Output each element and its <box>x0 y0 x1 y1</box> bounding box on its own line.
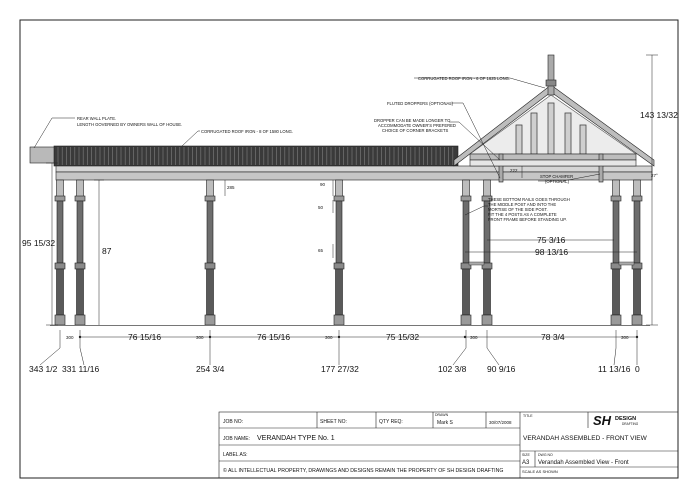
post <box>461 180 471 325</box>
dim-span-2: 76 15/16 <box>257 332 291 342</box>
sheet-border <box>20 20 678 478</box>
note-stop-chamfer: STOP CHAMFER <box>540 174 574 179</box>
post-shaft <box>207 201 213 263</box>
pos-5: 102 3/8 <box>438 364 467 374</box>
logo-sh: SH <box>593 413 612 428</box>
post-base <box>611 315 621 325</box>
dim-height-post: 87 <box>102 246 112 256</box>
title-label: TITLE <box>523 414 533 418</box>
post-capital <box>463 180 470 198</box>
pos-7: 11 13/16 <box>598 364 631 374</box>
date-value: 30/07/2008 <box>489 420 512 425</box>
pos-1: 343 1/2 <box>29 364 58 374</box>
note-rails-2: THE MIDDLE POST AND INTO THE <box>488 202 557 207</box>
post-lower <box>207 269 214 315</box>
post-mid-collar <box>55 263 65 269</box>
post-mid-collar <box>75 263 85 269</box>
post-shaft <box>336 201 342 263</box>
post-capital <box>77 180 84 198</box>
dim-285: 285 <box>227 185 235 190</box>
note-rails-4: FIT THE 4 POSTS AS A COMPLETE <box>488 212 557 217</box>
dim-span-4: 78 3/4 <box>541 332 565 342</box>
note-dropper-3: CHOICE OF CORNER BRACKETS <box>382 128 449 133</box>
post-mid-collar <box>205 263 215 269</box>
corrugated-roof <box>54 146 458 166</box>
drawn-label: DRAWN <box>435 413 449 417</box>
post-lower <box>57 269 64 315</box>
post-base <box>205 315 215 325</box>
pos-8: 0 <box>635 364 640 374</box>
bottom-rail-right <box>619 262 634 265</box>
dim-angle: 27° <box>651 173 658 178</box>
dim-base-c: 300 <box>325 335 333 340</box>
post <box>205 180 215 325</box>
gable-side-beam <box>470 160 636 166</box>
post-lower <box>463 269 470 315</box>
post-lower <box>613 269 620 315</box>
post-capital <box>484 180 491 198</box>
post-capital <box>613 180 620 198</box>
note-rails-1: THESE BOTTOM RAILS GOES THROUGH <box>488 197 570 202</box>
dim-base-e: 300 <box>621 335 629 340</box>
pos-3: 254 3/4 <box>196 364 225 374</box>
label-as-label: LABEL AS: <box>223 452 248 458</box>
post-shaft <box>463 201 469 263</box>
post-shaft <box>613 201 619 263</box>
post <box>632 180 642 325</box>
post <box>334 180 344 325</box>
note-rear-wall-plate: REAR WALL PLATE. <box>77 116 117 121</box>
post-base <box>461 315 471 325</box>
post-base <box>632 315 642 325</box>
job-no-label: JOB NO: <box>223 419 244 425</box>
drawing-title: VERANDAH ASSEMBLED - FRONT VIEW <box>523 435 647 442</box>
post-capital <box>57 180 64 198</box>
bottom-rail-left <box>469 262 484 265</box>
ground-line <box>50 325 650 326</box>
post-capital <box>207 180 214 198</box>
post-lower <box>336 269 343 315</box>
post-base <box>482 315 492 325</box>
post-base <box>75 315 85 325</box>
verandah-structure <box>30 55 654 182</box>
dim-base-a: 300 <box>66 335 74 340</box>
post-mid-collar <box>334 263 344 269</box>
dim-65: 65 <box>318 248 324 253</box>
sh-design-logo <box>590 413 639 428</box>
dim-height-gable: 143 13/32 <box>640 110 678 120</box>
note-dropper-1: DROPPER CAN BE MADE LONGER TO <box>374 118 451 123</box>
dwg-no-value: Verandah Assembled View - Front <box>538 460 629 466</box>
note-rails-3: MORTISE OF THE SIDE POST. <box>488 207 548 212</box>
dim-90: 90 <box>320 182 326 187</box>
dim-gable-outer: 98 13/16 <box>535 247 569 257</box>
note-dropper-2: ACCOMMODATE OWNER'S PREFERED <box>378 123 456 128</box>
dim-222: 222 <box>510 168 518 173</box>
note-stop-chamfer-optional: (OPTIONAL) <box>545 179 569 184</box>
dim-span-1: 76 15/16 <box>128 332 162 342</box>
post-collar <box>461 196 471 201</box>
finial-collar <box>546 80 556 86</box>
dwg-no-label: DWG NO <box>538 453 553 457</box>
post-shaft <box>57 201 63 263</box>
post-capital <box>336 180 343 198</box>
post-collar <box>632 196 642 201</box>
dim-base-b: 300 <box>196 335 204 340</box>
pos-4: 177 27/32 <box>321 364 359 374</box>
post-shaft <box>634 201 640 263</box>
dim-span-3: 75 15/32 <box>386 332 420 342</box>
pos-6: 90 9/16 <box>487 364 516 374</box>
post-lower <box>634 269 641 315</box>
post-base <box>55 315 65 325</box>
note-rear-wall-length: LENGTH GOVERNED BY OWNERS WALL OF HOUSE. <box>77 122 183 127</box>
qty-req-label: QTY REQ: <box>379 419 403 425</box>
job-name-value: VERANDAH TYPE No. 1 <box>257 435 335 442</box>
post-lower <box>77 269 84 315</box>
post <box>75 180 85 325</box>
post-shaft <box>77 201 83 263</box>
fluted-dropper-left <box>499 154 503 182</box>
post-collar <box>611 196 621 201</box>
post-collar <box>334 196 344 201</box>
pos-2: 331 11/16 <box>62 364 100 374</box>
post <box>55 180 65 325</box>
dim-50: 50 <box>318 205 324 210</box>
scale-label: SCALE AS SHOWN <box>522 469 558 474</box>
job-name-label: JOB NAME: <box>223 436 250 442</box>
drawn-value: Mark S <box>437 420 453 426</box>
size-label: SIZE <box>522 453 530 457</box>
dim-base-d: 300 <box>470 335 478 340</box>
post-capital <box>634 180 641 198</box>
dim-height-total: 95 15/32 <box>22 238 56 248</box>
logo-drafting: DRAFTING <box>622 422 639 426</box>
note-rails-5: FRONT FRAME BEFORE STANDING UP. <box>488 217 567 222</box>
note-roof-iron-gable: CORRUGATED ROOF IRON - 6 OF 1625 LONG. <box>418 76 511 81</box>
note-roof-iron-main: CORRUGATED ROOF IRON - 8 OF 1580 LONG. <box>201 129 294 134</box>
post-collar <box>55 196 65 201</box>
post-collar <box>205 196 215 201</box>
dim-gable-inner: 75 3/16 <box>537 235 566 245</box>
copyright-notice: © ALL INTELLECTUAL PROPERTY, DRAWINGS AND DESIGNS REMAIN THE PROPERTY OF SH DESIGN DRAFTING <box>223 468 504 474</box>
post-base <box>334 315 344 325</box>
note-fluted-droppers: FLUTED DROPPERS (OPTIONAL) <box>387 101 454 106</box>
fluted-dropper-right <box>599 154 603 182</box>
sheet-no-label: SHEET NO: <box>320 419 347 425</box>
post-collar <box>75 196 85 201</box>
size-value: A3 <box>522 460 530 466</box>
gable-tie-beam <box>470 154 636 160</box>
logo-design: DESIGN <box>615 416 637 422</box>
gable-finial <box>548 55 554 95</box>
post <box>611 180 621 325</box>
top-beam <box>56 166 652 172</box>
post-lower <box>484 269 491 315</box>
